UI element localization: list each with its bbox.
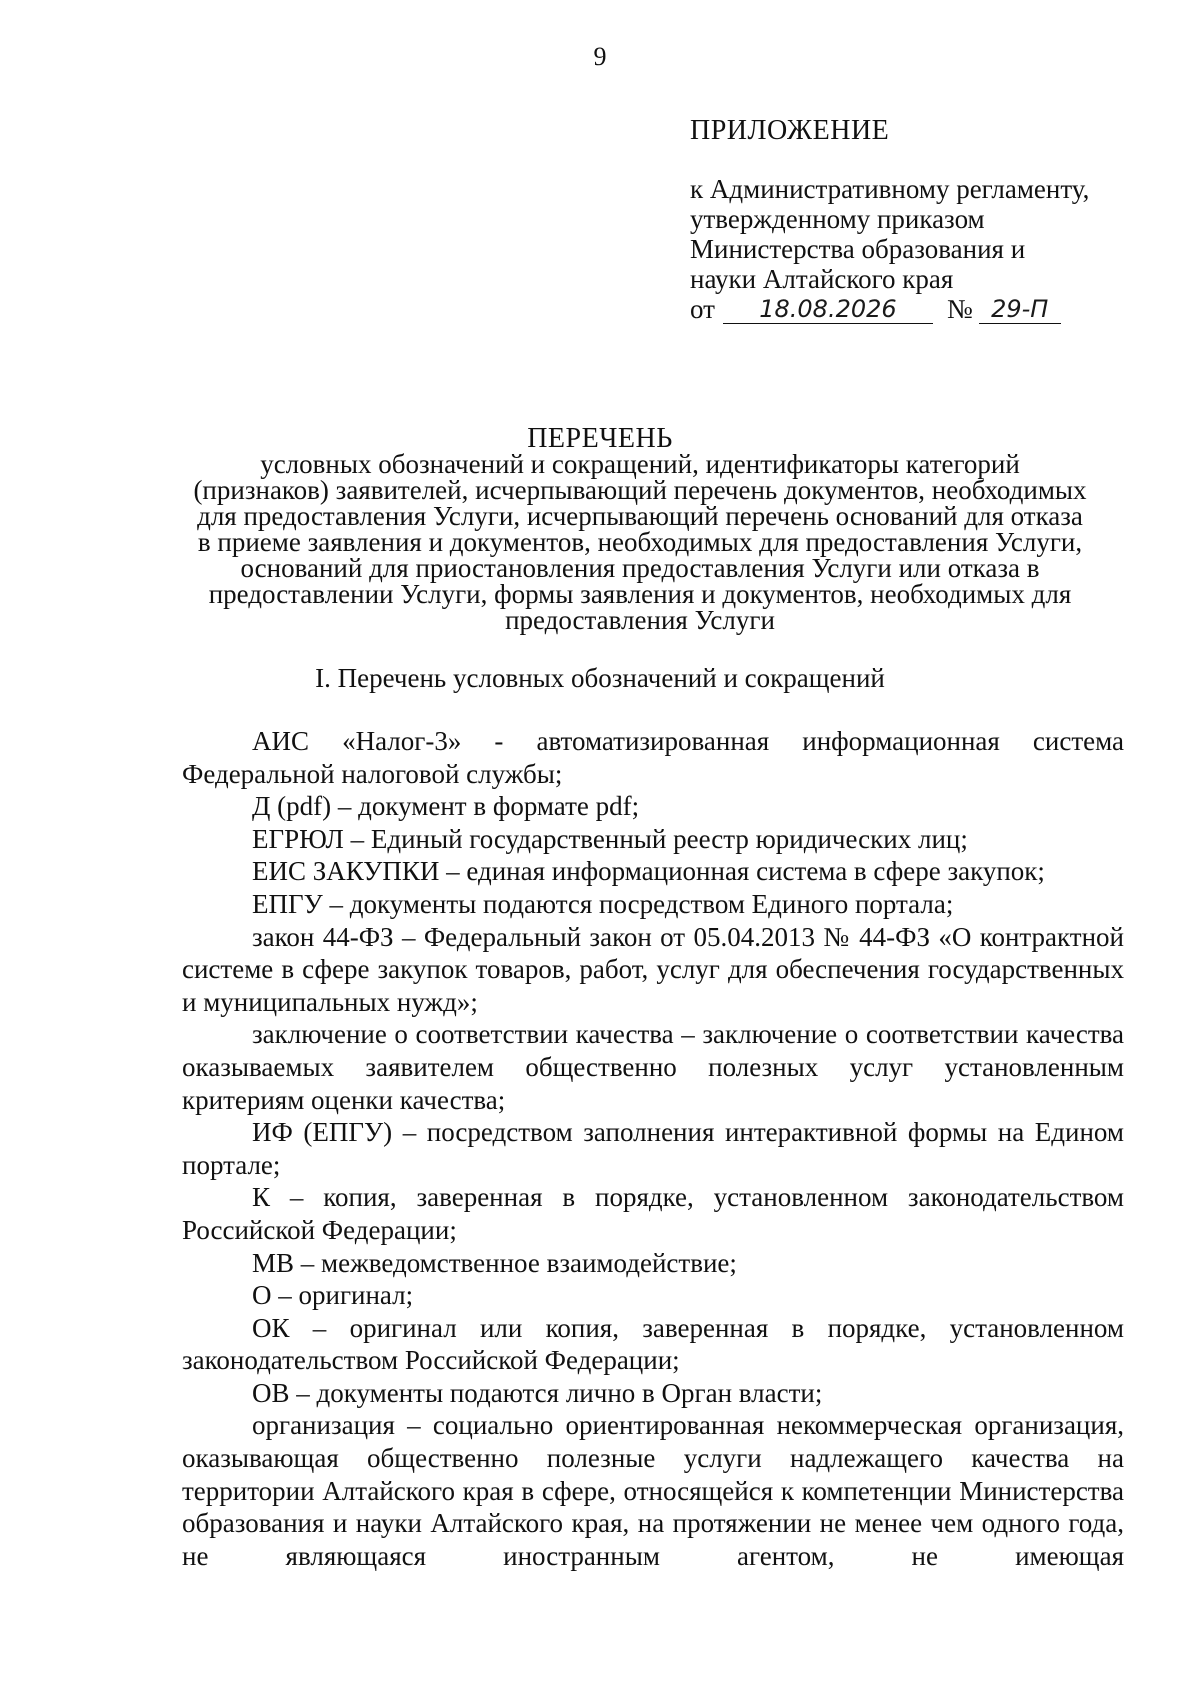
appendix-title: ПРИЛОЖЕНИЕ [690, 115, 890, 146]
subtitle-line: условных обозначений и сокращений, идентификаторы категорий [260, 449, 1020, 479]
number-sign: № [946, 294, 973, 324]
subtitle-line: в приеме заявления и документов, необходимых для предоставления Услуги, [197, 527, 1083, 557]
definition-paragraph: О – оригинал; [252, 1280, 414, 1311]
order-date-number-line [690, 294, 1160, 324]
definition-paragraph: закон 44-ФЗ – Федеральный закон от 05.04.2013 № 44-ФЗ «О контрактной системе в сфере закупок товаров, работ, услуг для обеспечения государственных и муниципальных нужд»; [182, 921, 1124, 1017]
definition-paragraph: МВ – межведомственное взаимодействие; [252, 1247, 737, 1278]
section-heading: I. Перечень условных обозначений и сокращений [315, 663, 885, 693]
definition-paragraph: организация – социально ориентированная некоммерческая организация, оказывающая общественно полезные услуги надлежащего качества на территории Алтайского края в сфере, относящейся к компетенции Министерства образования и науки Алтайского края, на протяжении не менее чем одного года, не являющаяся иностранным агентом, не имеющая [182, 1410, 1124, 1571]
definition-paragraph: ОВ – документы подаются лично в Орган власти; [252, 1377, 823, 1408]
definition-paragraph: ИФ (ЕПГУ) – посредством заполнения интерактивной формы на Едином портале; [182, 1117, 1124, 1180]
appendix-line: утвержденному приказом [690, 204, 985, 234]
definition-paragraph: К – копия, заверенная в порядке, установленном законодательством Российской Федерации; [182, 1182, 1124, 1245]
subtitle-line: (признаков) заявителей, исчерпывающий перечень документов, необходимых [193, 475, 1087, 505]
subtitle-line: для предоставления Услуги, исчерпывающий перечень оснований для отказа [197, 501, 1083, 531]
subtitle-line: оснований для приостановления предоставления Услуги или отказа в [240, 553, 1040, 583]
definition-paragraph: Д (pdf) – документ в формате pdf; [252, 791, 640, 822]
list-subtitle [170, 451, 1110, 633]
definition-paragraph: заключение о соответствии качества – заключение о соответствии качества оказываемых заявителем общественно полезных услуг установленным критериям оценки качества; [182, 1019, 1124, 1115]
appendix-line: к Административному регламенту, [690, 174, 1090, 204]
appendix-line: науки Алтайского края [690, 264, 954, 294]
handwritten-date: 18.08.2026 [723, 296, 933, 324]
page-number: 9 [593, 42, 607, 71]
subtitle-line: предоставлении Услуги, формы заявления и документов, необходимых для [208, 579, 1072, 609]
definition-paragraph: АИС «Налог-3» - автоматизированная информационная система Федеральной налоговой службы; [182, 726, 1124, 789]
definition-paragraph: ЕГРЮЛ – Единый государственный реестр юридических лиц; [252, 823, 968, 854]
date-prefix: от [690, 294, 715, 324]
definitions-body [182, 725, 1124, 1572]
list-title: ПЕРЕЧЕНЬ [527, 423, 673, 454]
definition-paragraph: ЕИС ЗАКУПКИ – единая информационная система в сфере закупок; [252, 856, 1045, 887]
appendix-line: Министерства образования и [690, 234, 1026, 264]
definition-paragraph: ОК – оригинал или копия, заверенная в порядке, установленном законодательством Российской Федерации; [182, 1312, 1124, 1376]
subtitle-line: предоставления Услуги [505, 605, 775, 635]
definition-paragraph: ЕПГУ – документы подаются посредством Единого портала; [252, 888, 954, 919]
handwritten-order-number: 29-П [979, 296, 1061, 324]
appendix-block [690, 115, 1160, 324]
